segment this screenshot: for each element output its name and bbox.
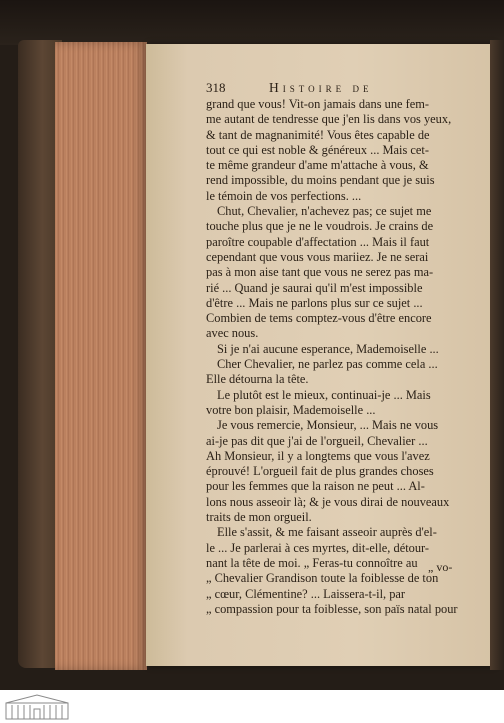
scanner-backdrop <box>0 0 504 45</box>
text-line: „ cœur, Clémentine? ... Laissera-t-il, par <box>206 586 406 601</box>
text-line: Cher Chevalier, ne parlez pas comme cela ... <box>217 357 438 372</box>
text-line: touche plus que je ne le voudrois. Je crains de <box>206 219 434 234</box>
text-line: traits de mon orgueil. <box>206 510 312 525</box>
text-line: le témoin de vos perfections. ... <box>206 188 362 203</box>
text-line: éprouvé! L'orgueil fait de plus grandes choses <box>206 464 434 479</box>
running-title: Histoire de <box>269 80 373 95</box>
text-line: te même grandeur d'ame m'attache à vous, & <box>206 158 429 173</box>
text-line: Elle s'assit, & me faisant asseoir auprès d'el- <box>217 525 437 540</box>
text-line: paroître coupable d'affectation ... Mais il faut <box>206 234 430 249</box>
body-text <box>206 97 468 617</box>
text-line: me autant de tendresse que j'en lis dans vos yeux, <box>206 112 452 127</box>
text-line: Chut, Chevalier, n'achevez pas; ce sujet me <box>217 204 432 219</box>
text-line: Ah Monsieur, il y a longtems que vous l'avez <box>206 448 430 463</box>
text-line: Elle détourna la tête. <box>206 372 309 387</box>
text-line: & tant de magnanimité! Vous êtes capable de <box>206 127 430 142</box>
page-number: 318 <box>206 80 226 95</box>
text-line: grand que vous! Vit-on jamais dans une fem- <box>206 97 430 111</box>
text-line: le ... Je parlerai à ces myrtes, dit-elle, détour- <box>206 540 430 555</box>
text-line: votre bon plaisir, Mademoiselle ... <box>206 402 376 417</box>
page-edges <box>55 42 147 670</box>
text-line: „ Chevalier Grandison toute la foiblesse de ton <box>206 571 439 586</box>
text-line: Je vous remercie, Monsieur, ... Mais ne vous <box>217 418 439 433</box>
text-line: d'être ... Mais ne parlons plus sur ce sujet ... <box>206 295 423 310</box>
book-cover-right <box>490 40 504 670</box>
text-line: Combien de tems comptez-vous d'être encore <box>206 311 432 326</box>
text-line: lons nous asseoir là; & je vous dirai de nouveaux <box>206 494 450 509</box>
text-line: rié ... Quand je saurai qu'il m'est impossible <box>206 280 423 295</box>
text-line: cependant que vous vous mariiez. Je ne serai <box>206 249 429 264</box>
text-line: Si je n'ai aucune esperance, Mademoiselle ... <box>217 341 439 356</box>
text-line: nant la tête de moi. „ Feras-tu connoître au <box>206 555 418 570</box>
text-line: rend impossible, du moins pendant que je suis <box>206 173 435 188</box>
catchword: „ vo- <box>428 560 453 574</box>
text-line: Le plutôt est le mieux, continuai-je ... Mais <box>217 387 431 402</box>
text-line: „ compassion pour ta foiblesse, son païs natal pour <box>206 601 458 616</box>
library-building-icon <box>4 693 70 721</box>
text-line: pour les femmes que la raison ne peut ... Al- <box>206 479 425 494</box>
text-line: ai-je pas dit que j'ai de l'orgueil, Chevalier ... <box>206 433 428 448</box>
footer-strip <box>0 690 504 723</box>
text-line: pas à mon aise tant que vous ne serez pas ma- <box>206 265 434 280</box>
text-line: avec nous. <box>206 326 259 341</box>
text-line: tout ce qui est noble & généreux ... Mais cet- <box>206 142 429 157</box>
